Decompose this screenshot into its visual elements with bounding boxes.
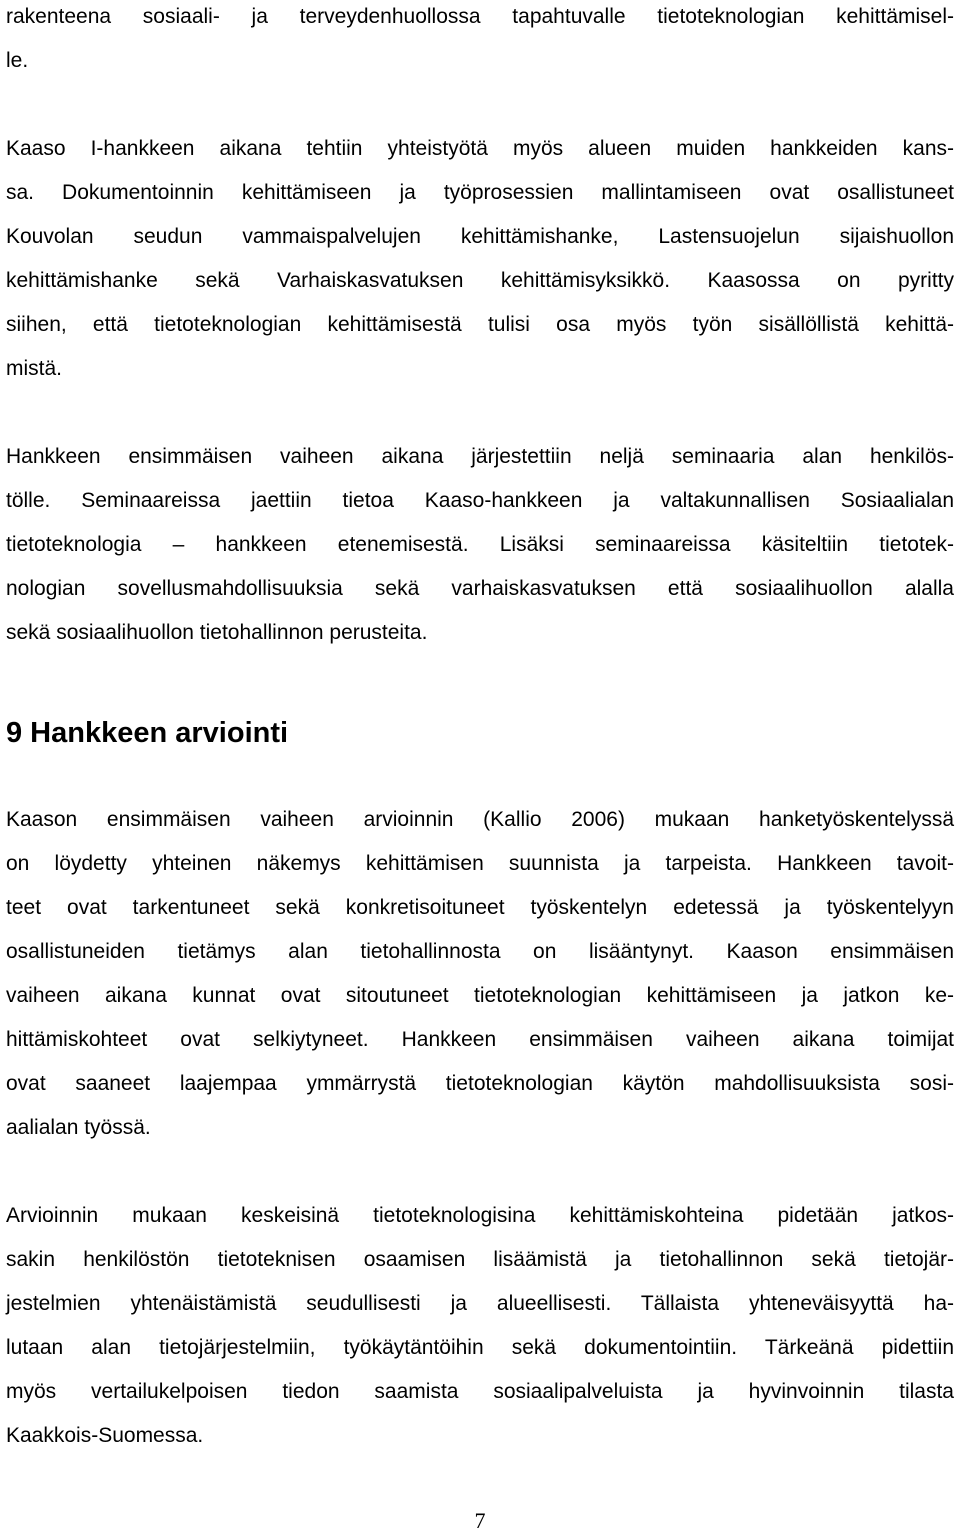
paragraph-4 xyxy=(6,798,956,1150)
paragraph-5 xyxy=(6,1194,956,1458)
text-line: le. xyxy=(6,49,29,72)
text-line: teet ovat tarkentuneet sekä konkretisoituneet työskentelyn edetessä ja työskentelyyn xyxy=(6,896,954,919)
paragraph-gap xyxy=(6,391,956,435)
text-line: Kaakkois-Suomessa. xyxy=(6,1424,204,1447)
text-line: nologian sovellusmahdollisuuksia sekä varhaiskasvatuksen että sosiaalihuollon alalla xyxy=(6,577,954,600)
text-line: rakenteena sosiaali- ja terveydenhuollossa tapahtuvalle tietoteknologian kehittämisel- xyxy=(6,5,954,28)
page-number: 7 xyxy=(474,1508,486,1533)
text-line: Kaason ensimmäisen vaiheen arvioinnin (Kallio 2006) mukaan hanketyöskentelyssä xyxy=(6,808,954,831)
paragraph-gap xyxy=(6,1150,956,1194)
text-line: sekä sosiaalihuollon tietohallinnon perusteita. xyxy=(6,621,428,644)
text-line: hittämiskohteet ovat selkiytyneet. Hankkeen ensimmäisen vaiheen aikana toimijat xyxy=(6,1028,954,1051)
text-line: siihen, että tietoteknologian kehittämisestä tulisi osa myös työn sisällöllistä kehittä- xyxy=(6,313,954,336)
paragraph-1 xyxy=(6,0,956,83)
text-line: lutaan alan tietojärjestelmiin, työkäytäntöihin sekä dokumentointiin. Tärkeänä pidettiin xyxy=(6,1336,954,1359)
text-line: myös vertailukelpoisen tiedon saamista sosiaalipalveluista ja hyvinvoinnin tilasta xyxy=(6,1380,954,1403)
text-line: Kouvolan seudun vammaispalvelujen kehittämishanke, Lastensuojelun sijaishuollon xyxy=(6,225,954,248)
text-line: Hankkeen ensimmäisen vaiheen aikana järjestettiin neljä seminaaria alan henkilös- xyxy=(6,445,954,468)
text-line: sakin henkilöstön tietoteknisen osaamisen lisäämistä ja tietohallinnon sekä tietojär- xyxy=(6,1248,954,1271)
paragraph-gap xyxy=(6,83,956,127)
section-heading: 9 Hankkeen arviointi xyxy=(6,717,289,749)
text-line: osallistuneiden tietämys alan tietohallinnosta on lisääntynyt. Kaason ensimmäisen xyxy=(6,940,954,963)
text-line: kehittämishanke sekä Varhaiskasvatuksen kehittämisyksikkö. Kaasossa on pyritty xyxy=(6,269,954,292)
text-line: tölle. Seminaareissa jaettiin tietoa Kaaso-hankkeen ja valtakunnallisen Sosiaalialan xyxy=(6,489,954,512)
text-line: ovat saaneet laajempaa ymmärrystä tietoteknologian käytön mahdollisuuksista sosi- xyxy=(6,1072,954,1095)
text-line: aalialan työssä. xyxy=(6,1116,151,1139)
paragraph-2 xyxy=(6,127,956,391)
text-line: tietoteknologia – hankkeen etenemisestä. Lisäksi seminaareissa käsiteltiin tietotek- xyxy=(6,533,954,556)
text-line: Kaaso I-hankkeen aikana tehtiin yhteistyötä myös alueen muiden hankkeiden kans- xyxy=(6,137,954,160)
paragraph-3 xyxy=(6,435,956,655)
text-line: jestelmien yhtenäistämistä seudullisesti ja alueellisesti. Tällaista yhteneväisyyttä ha- xyxy=(6,1292,954,1315)
text-line: Arvioinnin mukaan keskeisinä tietoteknologisina kehittämiskohteina pidetään jatkos- xyxy=(6,1204,954,1227)
text-line: sa. Dokumentoinnin kehittämiseen ja työprosessien mallintamiseen ovat osallistuneet xyxy=(6,181,954,204)
text-line: vaiheen aikana kunnat ovat sitoutuneet tietoteknologian kehittämiseen ja jatkon ke- xyxy=(6,984,954,1007)
text-line: mistä. xyxy=(6,357,63,380)
text-line: on löydetty yhteinen näkemys kehittämisen suunnista ja tarpeista. Hankkeen tavoit- xyxy=(6,852,954,875)
document-page xyxy=(6,0,956,1458)
